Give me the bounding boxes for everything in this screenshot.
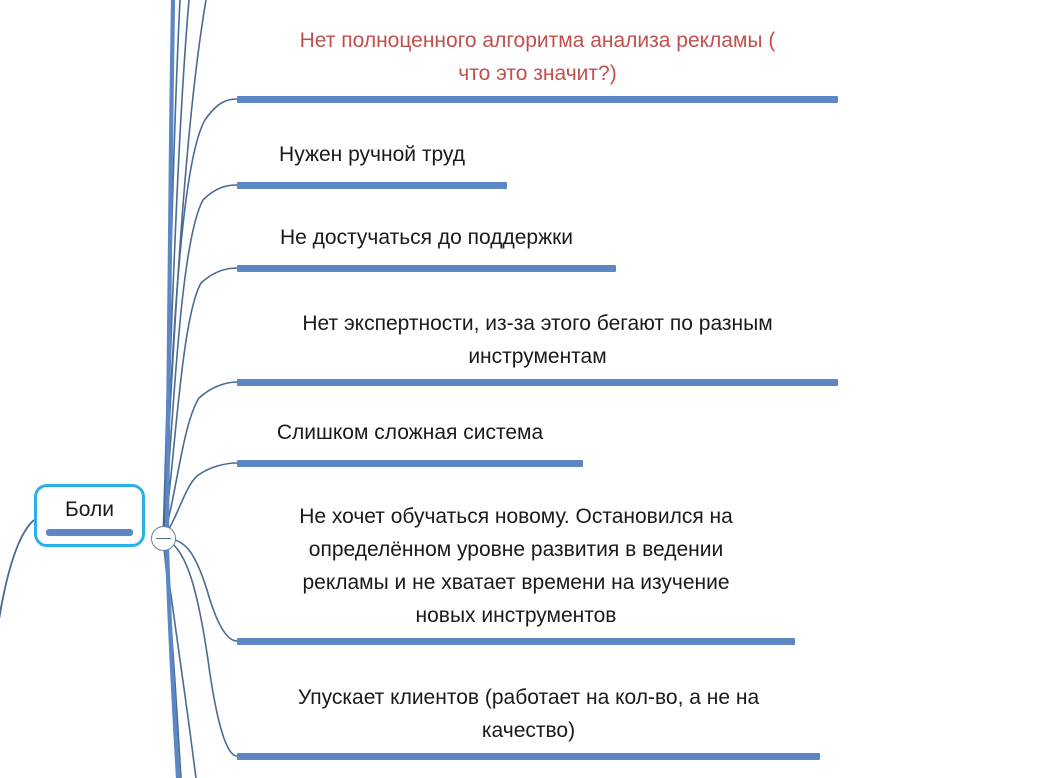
- branch-node-3[interactable]: [237, 221, 616, 275]
- edge-to-branch-4: [163, 382, 237, 538]
- branch-label-7-line-2: качество): [481, 719, 576, 742]
- branch-label-4-line-2: инструментам: [468, 345, 607, 368]
- branch-node-7[interactable]: [237, 681, 820, 763]
- branch-underline-2: [237, 182, 507, 189]
- branch-label-6-line-3: рекламы и не хватает времени на изучение: [302, 571, 730, 594]
- edge-offscreen-top-1: [163, 0, 180, 538]
- edge-to-branch-5: [163, 463, 237, 538]
- minus-circle-icon[interactable]: [151, 526, 176, 551]
- branch-label-6-line-1: Не хочет обучаться новому. Остановился на: [299, 505, 733, 528]
- branch-underline-6: [237, 638, 795, 645]
- edge-to-branch-7: [163, 538, 237, 756]
- branch-underline-4: [237, 379, 838, 386]
- edge-offscreen-top-3: [163, 0, 206, 538]
- branch-underline-5: [237, 460, 583, 467]
- branch-label-7-line-1: Упускает клиентов (работает на кол-во, а не на: [297, 686, 760, 709]
- branch-node-4[interactable]: [237, 307, 838, 389]
- root-node[interactable]: [34, 484, 145, 547]
- branch-label-4-line-1: Нет экспертности, из-за этого бегают по разным: [302, 312, 773, 335]
- edge-offscreen-bottom-1: [163, 538, 181, 778]
- branch-label-2-line-1: Нужен ручной труд: [279, 143, 465, 166]
- trunk-upper: [167, 0, 173, 530]
- branch-label-6-line-2: определённом уровне развития в ведении: [308, 538, 724, 561]
- edge-offscreen-left: [0, 520, 34, 700]
- branch-label-5-line-1: Слишком сложная система: [276, 421, 544, 444]
- branch-node-5[interactable]: [237, 416, 583, 470]
- branch-label-1-line-1: Нет полноценного алгоритма анализа рекламы (: [299, 29, 776, 52]
- edge-to-branch-3: [163, 268, 237, 538]
- branch-underline-3: [237, 265, 616, 272]
- branch-label-1-line-2: что это значит?): [458, 62, 617, 85]
- edge-to-branch-1: [163, 99, 237, 538]
- root-node-underline: [46, 529, 133, 536]
- edge-to-branch-2: [163, 185, 237, 538]
- edge-offscreen-top-2: [163, 0, 189, 538]
- minus-glyph: [156, 538, 171, 540]
- branch-label-3-line-1: Не достучаться до поддержки: [279, 226, 574, 249]
- branch-underline-7: [237, 753, 820, 760]
- branch-node-6[interactable]: [237, 500, 795, 648]
- edge-to-branch-6: [163, 538, 237, 641]
- branch-node-2[interactable]: [237, 138, 507, 192]
- edge-offscreen-bottom-2: [163, 538, 196, 778]
- branch-label-6-line-4: новых инструментов: [415, 604, 617, 627]
- branch-node-1[interactable]: [237, 24, 838, 106]
- root-node-label: Боли: [65, 498, 114, 521]
- edge-offscreen-left-2: [0, 520, 34, 720]
- branch-underline-1: [237, 96, 838, 103]
- trunk-lower: [167, 548, 178, 778]
